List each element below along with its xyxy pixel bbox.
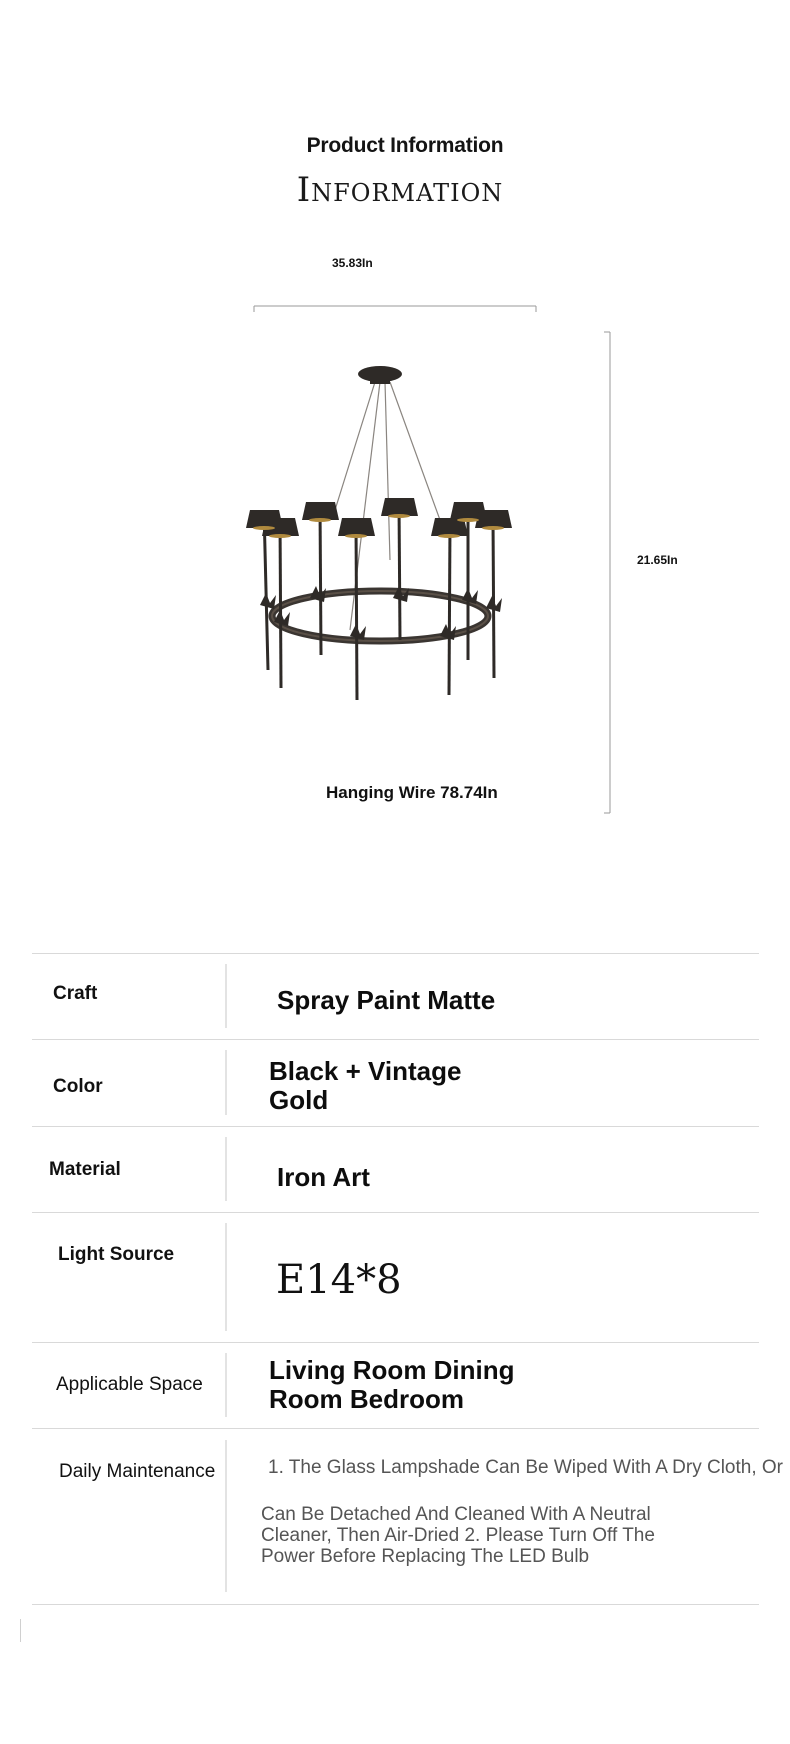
- column-divider: [225, 1223, 227, 1331]
- spec-value-light-source: E14*8: [276, 1257, 402, 1303]
- column-divider: [225, 1440, 227, 1592]
- page-title: Product Information: [306, 134, 504, 157]
- spec-label-light-source: Light Source: [58, 1244, 175, 1265]
- spec-label-color: Color: [53, 1076, 103, 1097]
- spec-value-color: Black + Vintage Gold: [269, 1056, 462, 1115]
- spec-label-daily-maintenance: Daily Maintenance: [59, 1461, 216, 1482]
- spec-value-applicable-space: Living Room Dining Room Bedroom: [269, 1355, 515, 1414]
- chandelier-image: [240, 360, 520, 710]
- width-dimension-line: [252, 300, 538, 314]
- width-dimension-label: 35.83In: [332, 256, 373, 270]
- spec-value-craft: Spray Paint Matte: [277, 985, 496, 1015]
- height-dimension-label: 21.65In: [637, 553, 678, 567]
- page-subtitle: Information: [296, 170, 504, 210]
- table-divider: [32, 1342, 759, 1343]
- spec-value-daily-maintenance-line1: 1. The Glass Lampshade Can Be Wiped With A Dry Cloth, Or: [268, 1457, 783, 1478]
- column-divider: [225, 1353, 227, 1417]
- hanging-wire-label: Hanging Wire 78.74In: [326, 783, 498, 802]
- table-divider: [32, 1126, 759, 1127]
- table-divider: [32, 1604, 759, 1605]
- left-edge-line: [20, 1619, 21, 1642]
- height-dimension-line: [600, 330, 614, 816]
- table-divider: [32, 1428, 759, 1429]
- column-divider: [225, 1137, 227, 1201]
- spec-value-material: Iron Art: [277, 1162, 370, 1192]
- spec-value-daily-maintenance-rest: Can Be Detached And Cleaned With A Neutral Cleaner, Then Air-Dried 2. Please Turn Off The Power Before Replacing The LED Bulb: [261, 1504, 655, 1567]
- table-divider: [32, 1212, 759, 1213]
- table-divider: [32, 953, 759, 954]
- column-divider: [225, 964, 227, 1028]
- column-divider: [225, 1050, 227, 1115]
- table-divider: [32, 1039, 759, 1040]
- spec-label-applicable-space: Applicable Space: [56, 1374, 203, 1395]
- spec-label-material: Material: [49, 1159, 121, 1180]
- spec-label-craft: Craft: [53, 983, 98, 1004]
